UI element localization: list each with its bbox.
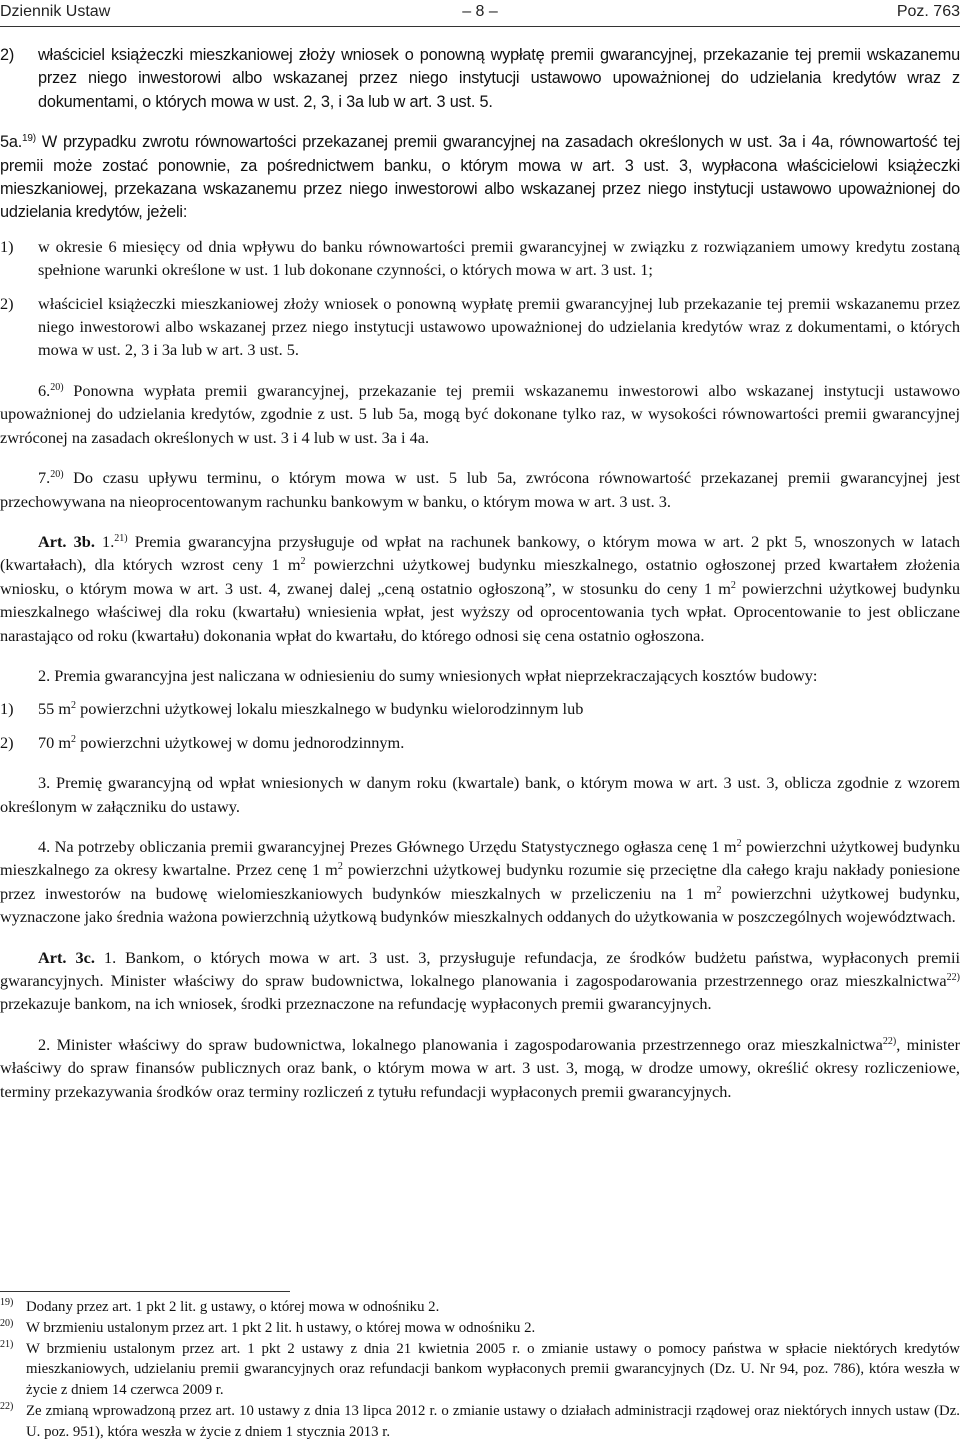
footnote: [0, 1297, 960, 1318]
footnote-ref: 19): [22, 133, 36, 145]
footnote-number: 22): [0, 1400, 14, 1412]
article-3c-section-1: [0, 946, 960, 1016]
footnote-rule: [0, 1291, 290, 1292]
section-text: Premia gwarancyjna przysługuje od wpłat na rachunek bankowy, o którym mowa w art. 2 pkt 5, wnoszonych w latach (kwartałach), dla których wzrost ceny 1 m: [0, 531, 960, 575]
item-text: 70 m: [38, 732, 72, 752]
exponent: 2: [730, 579, 736, 591]
footnote-ref: 22): [882, 1035, 897, 1047]
paragraph-label: 5a.: [0, 133, 23, 152]
paragraph-text: Do czasu upływu terminu, o którym mowa w ust. 5 lub 5a, zwrócona równowartość przekazanej premii gwarancyjnej jest przechowywana na nieoprocentowanym rachunku bankowym w banku, o którym mowa w art. 3 ust. 3.: [0, 468, 960, 511]
exponent: 2: [300, 556, 306, 568]
footnote-text: Ze zmianą wprowadzoną przez art. 10 ustawy z dnia 13 lipca 2012 r. o zmianie ustawy o działach administracji rządowej oraz niektórych innych ustaw (Dz. U. poz. 951), która weszła w życie z dniem 1 stycznia 2013 r.: [26, 1402, 960, 1440]
item-text: powierzchni użytkowej lokalu mieszkalnego w budynku wielorodzinnym lub: [76, 699, 584, 719]
page-number: – 8 –: [462, 3, 498, 20]
exponent: 2: [71, 733, 77, 745]
article-heading: Art. 3b.: [38, 531, 95, 551]
paragraph-7: [0, 466, 960, 513]
exponent: 2: [716, 884, 722, 896]
paragraph-label: 6.: [38, 380, 51, 400]
article-3b-section-3: [0, 771, 960, 818]
footnote-number: 21): [0, 1338, 14, 1350]
item-number: 2): [0, 46, 15, 64]
paragraph-5a: [0, 131, 960, 225]
footnote-text: Dodany przez art. 1 pkt 2 lit. g ustawy, o której mowa w odnośniku 2.: [26, 1299, 440, 1315]
footnote: [0, 1318, 960, 1339]
item-text: powierzchni użytkowej w domu jednorodzinnym.: [76, 732, 405, 752]
item-text: właściciel książeczki mieszkaniowej złoży wniosek o ponowną wypłatę premii gwarancyjnej, przekazanie tej premii wskazanemu przez niego inwestorowi albo wskazanej przez niego instytucji ustawowo upoważnionej do udzielania kredytów wraz z dokumentami, o których mowa w ust. 2, 3, i 3a lub w art. 3 ust. 5.: [38, 46, 960, 111]
item-text: 55 m: [38, 699, 72, 719]
item-text: właściciel książeczki mieszkaniowej złoży wniosek o ponowną wypłatę premii gwarancyjnej lub przekazanie tej premii wskazanemu przez niego inwestorowi albo wskazanej przez niego instytucji ustawowo upoważnionej do udzielania kredytów wraz z dokumentami, o których mowa w ust. 2, 3 i 3a lub w art. 3 ust. 5.: [38, 293, 960, 360]
section-text: 2. Minister właściwy do spraw budownictwa, lokalnego planowania i zagospodarowania przestrzennego oraz mieszkalnictwa: [38, 1034, 883, 1054]
page-header: [0, 0, 960, 30]
item-number: 1): [0, 699, 14, 719]
footnotes: [0, 1297, 960, 1443]
exponent: 2: [736, 837, 742, 849]
paragraph-text: Ponowna wypłata premii gwarancyjnej, przekazanie tej premii wskazanemu inwestorowi albo wskazanej instytucji ustawowo upoważnionej do udzielania kredytów, zgodnie z ust. 5 lub 5a, mogą być dokonane tylko raz, w wysokości równowartości premii gwarancyjnej zwróconej na zasadach określonych w ust. 3 i 4 lub w ust. 3a i 4a.: [0, 380, 960, 447]
section-label: 1.: [102, 531, 115, 551]
footnote-ref: 20): [50, 469, 64, 481]
exponent: 2: [337, 861, 343, 873]
footnote-ref: 22): [946, 972, 960, 983]
footnote-ref: 21): [114, 532, 128, 544]
footnote-ref: 20): [50, 381, 64, 393]
article-3b-section-1: [0, 530, 960, 647]
article-3c-section-2: [0, 1033, 960, 1103]
article-3b-section-2: [0, 664, 960, 687]
section-text: powierzchni użytkowej budynku mieszkalnego, ostatnio ogłoszonej przed kwartałem złożenia wniosku, o którym mowa w art. 3 ust. 4, zwanej dalej „ceną ostatnio ogłoszoną”, w stosunku do ceny 1 m: [0, 555, 960, 598]
footnote-number: 20): [0, 1317, 14, 1329]
section-text: 3. Premię gwarancyjną od wpłat wniesionych w danym roku (kwartale) bank, o którym mowa w art. 3 ust. 3, oblicza zgodnie z wzorem określonym w załączniku do ustawy.: [0, 773, 960, 816]
section-text: powierzchni użytkowej budynku mieszkalnego właściwej dla roku (kwartału) wniesienia wpłat, jest wyższy od oprocentowania tych wpłat. Oprocentowanie to jest obliczane narastająco od roku (kwartału) dokonania wpłat do kwartału, do którego odnosi się cena ostatnio ogłoszona.: [0, 578, 960, 645]
section-text: powierzchni użytkowej budynku mieszkalnego za okresy kwartalne. Przez cenę 1 m: [0, 836, 960, 880]
paragraph-label: 7.: [38, 468, 51, 488]
exponent: 2: [71, 700, 77, 712]
item-number: 2): [0, 293, 14, 313]
header-rule: [0, 26, 960, 27]
list-item: [0, 731, 960, 754]
journal-title: Dziennik Ustaw: [0, 3, 111, 20]
list-item: [0, 235, 960, 282]
item-number: 1): [0, 236, 14, 256]
list-item: [0, 44, 960, 114]
footnote: [0, 1401, 960, 1443]
item-text: w okresie 6 miesięcy od dnia wpływu do banku równowartości premii gwarancyjnej w związku z rozwiązaniem umowy kredytu zostaną spełnione warunki określone w ust. 1 lub dokonane czynności, o których mowa w art. 3 ust. 1;: [38, 236, 960, 280]
section-text: powierzchni użytkowej budynku, wyznaczone jako średnia ważona powierzchnią użytkową budynków mieszkalnych oddanych do użytkowania w poszczególnych województwach.: [0, 883, 960, 927]
document-body: [0, 44, 960, 1103]
list-item: [0, 292, 960, 362]
section-text: , minister właściwy do spraw finansów publicznych oraz bank, o którym mowa w art. 3 ust. 3, mogą, w drodze umowy, określić okresy rozliczeniowe, terminy przekazywania środków oraz terminy rozliczeń z tytułu refundacji wypłaconych premii gwarancyjnych.: [0, 1034, 960, 1101]
article-heading: Art. 3c.: [38, 947, 95, 967]
footnote: [0, 1339, 960, 1401]
paragraph-text: W przypadku zwrotu równowartości przekazanej premii gwarancyjnej na zasadach określonych w ust. 3a i 4a, równowartość tej premii może zostać ponownie, za pośrednictwem banku, o którym mowa w art. 3 ust. 3, wypłacona właścicielowi książeczki mieszkaniowej, przekazana wskazanemu przez niego inwestorowi albo wskazanej przez niego instytucji ustawowo upoważnionej do udzielania kredytów, jeżeli:: [0, 133, 960, 222]
footnote-text: W brzmieniu ustalonym przez art. 1 pkt 2 ustawy z dnia 21 kwietnia 2005 r. o zmianie ustawy o pomocy państwa w spłacie niektórych kredytów mieszkaniowych, udzielaniu premii gwarancyjnych oraz refundacji bankom wypłaconych premii gwarancyjnych (Dz. U. Nr 94, poz. 786), która weszła w życie z dniem 14 czerwca 2009 r.: [26, 1340, 960, 1399]
paragraph-6: [0, 379, 960, 449]
section-text: powierzchni użytkowej budynku rozumie się przeciętne dla całego kraju nakłady poniesione przez inwestorów na budowę wielomieszkaniowych budynków mieszkalnych w przeliczeniu na 1 m: [0, 860, 960, 903]
position-number: Poz. 763: [896, 3, 960, 20]
footnote-number: 19): [0, 1297, 14, 1308]
list-item: [0, 697, 960, 720]
item-number: 2): [0, 732, 14, 752]
section-text: 2. Premia gwarancyjna jest naliczana w odniesieniu do sumy wniesionych wpłat nieprzekraczających kosztów budowy:: [38, 665, 818, 685]
footnote-text: W brzmieniu ustalonym przez art. 1 pkt 2 lit. h ustawy, o której mowa w odnośniku 2.: [26, 1319, 536, 1336]
section-text: 4. Na potrzeby obliczania premii gwarancyjnej Prezes Głównego Urzędu Statystycznego ogłasza cenę 1 m: [38, 836, 737, 856]
section-text: przekazuje bankom, na ich wniosek, środki przeznaczone na refundację wypłaconych premii gwarancyjnych.: [0, 994, 712, 1014]
article-3b-section-4: [0, 835, 960, 929]
section-text: 1. Bankom, o których mowa w art. 3 ust. 3, przysługuje refundacja, ze środków budżetu państwa, wypłaconych premii gwarancyjnych. Minister właściwy do spraw budownictwa, lokalnego planowania i zagospodarowania przestrzennego oraz mieszkalnictwa: [0, 947, 960, 990]
